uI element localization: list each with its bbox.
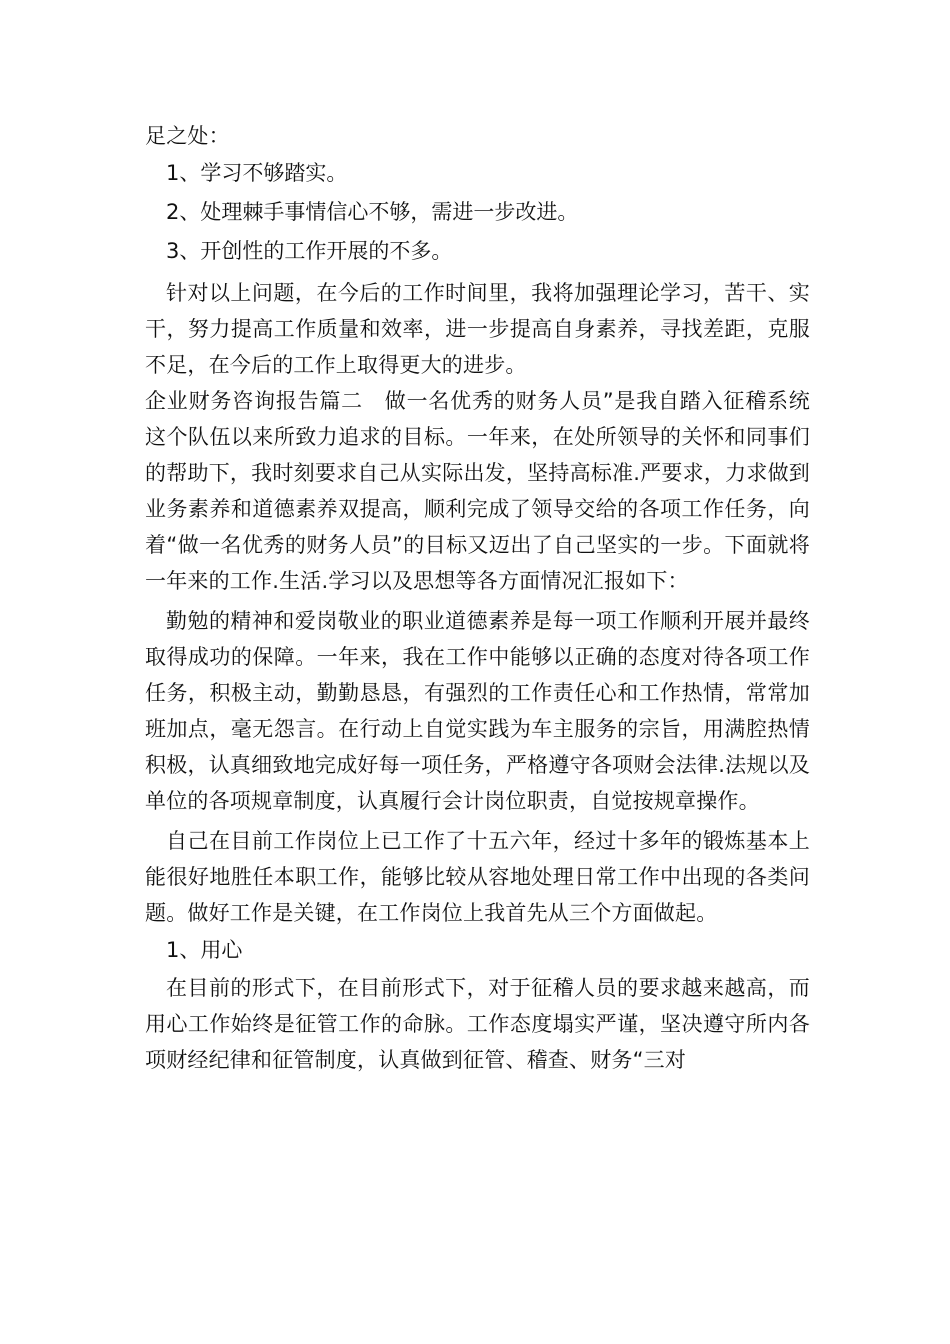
paragraph-experience: 自己在目前工作岗位上已工作了十五六年，经过十多年的锻炼基本上能很好地胜任本职工作，能够比较从容地处理日常工作中出现的各类问题。做好工作是关键，在工作岗位上我首先从三个方面做起。 xyxy=(145,829,810,925)
list-item-attentive: 1、用心 xyxy=(166,938,243,962)
list-item-3: 3、开创性的工作开展的不多。 xyxy=(166,239,453,263)
paragraph-report-two: 企业财务咨询报告篇二 做一名优秀的财务人员”是我自踏入征稽系统这个队伍以来所致力追求的目标。一年来，在处所领导的关怀和同事们的帮助下，我时刻要求自己从实际出发，坚持高标准.严要求，力求做到业务素养和道德素养双提高，顺利完成了领导交给的各项工作任务，向着“做一名优秀的财务人员”的目标又迈出了自己坚实的一步。下面就将一年来的工作.生活.学习以及思想等各方面情况汇报如下： xyxy=(145,389,810,593)
paragraph-intro: 足之处： xyxy=(145,124,230,148)
paragraph-diligence: 勤勉的精神和爱岗敬业的职业道德素养是每一项工作顺利开展并最终取得成功的保障。一年来，我在工作中能够以正确的态度对待各项工作任务，积极主动，勤勤恳恳，有强烈的工作责任心和工作热情，常常加班加点，毫无怨言。在行动上自觉实践为车主服务的宗旨，用满腔热情积极，认真细致地完成好每一项任务，严格遵守各项财会法律.法规以及单位的各项规章制度，认真履行会计岗位职责，自觉按规章操作。 xyxy=(145,609,810,813)
paragraph-current-form: 在目前的形式下，在目前形式下，对于征稽人员的要求越来越高，而用心工作始终是征管工作的命脉。工作态度塌实严谨，坚决遵守所内各项财经纪律和征管制度，认真做到征管、稽查、财务“三对 xyxy=(145,976,810,1072)
paragraph-improvement: 针对以上问题，在今后的工作时间里，我将加强理论学习，苦干、实干，努力提高工作质量和效率，进一步提高自身素养，寻找差距，克服不足，在今后的工作上取得更大的进步。 xyxy=(145,281,810,377)
list-item-2: 2、处理棘手事情信心不够，需进一步改进。 xyxy=(166,200,579,224)
document-body xyxy=(145,118,810,1078)
list-item-1: 1、学习不够踏实。 xyxy=(166,161,348,185)
